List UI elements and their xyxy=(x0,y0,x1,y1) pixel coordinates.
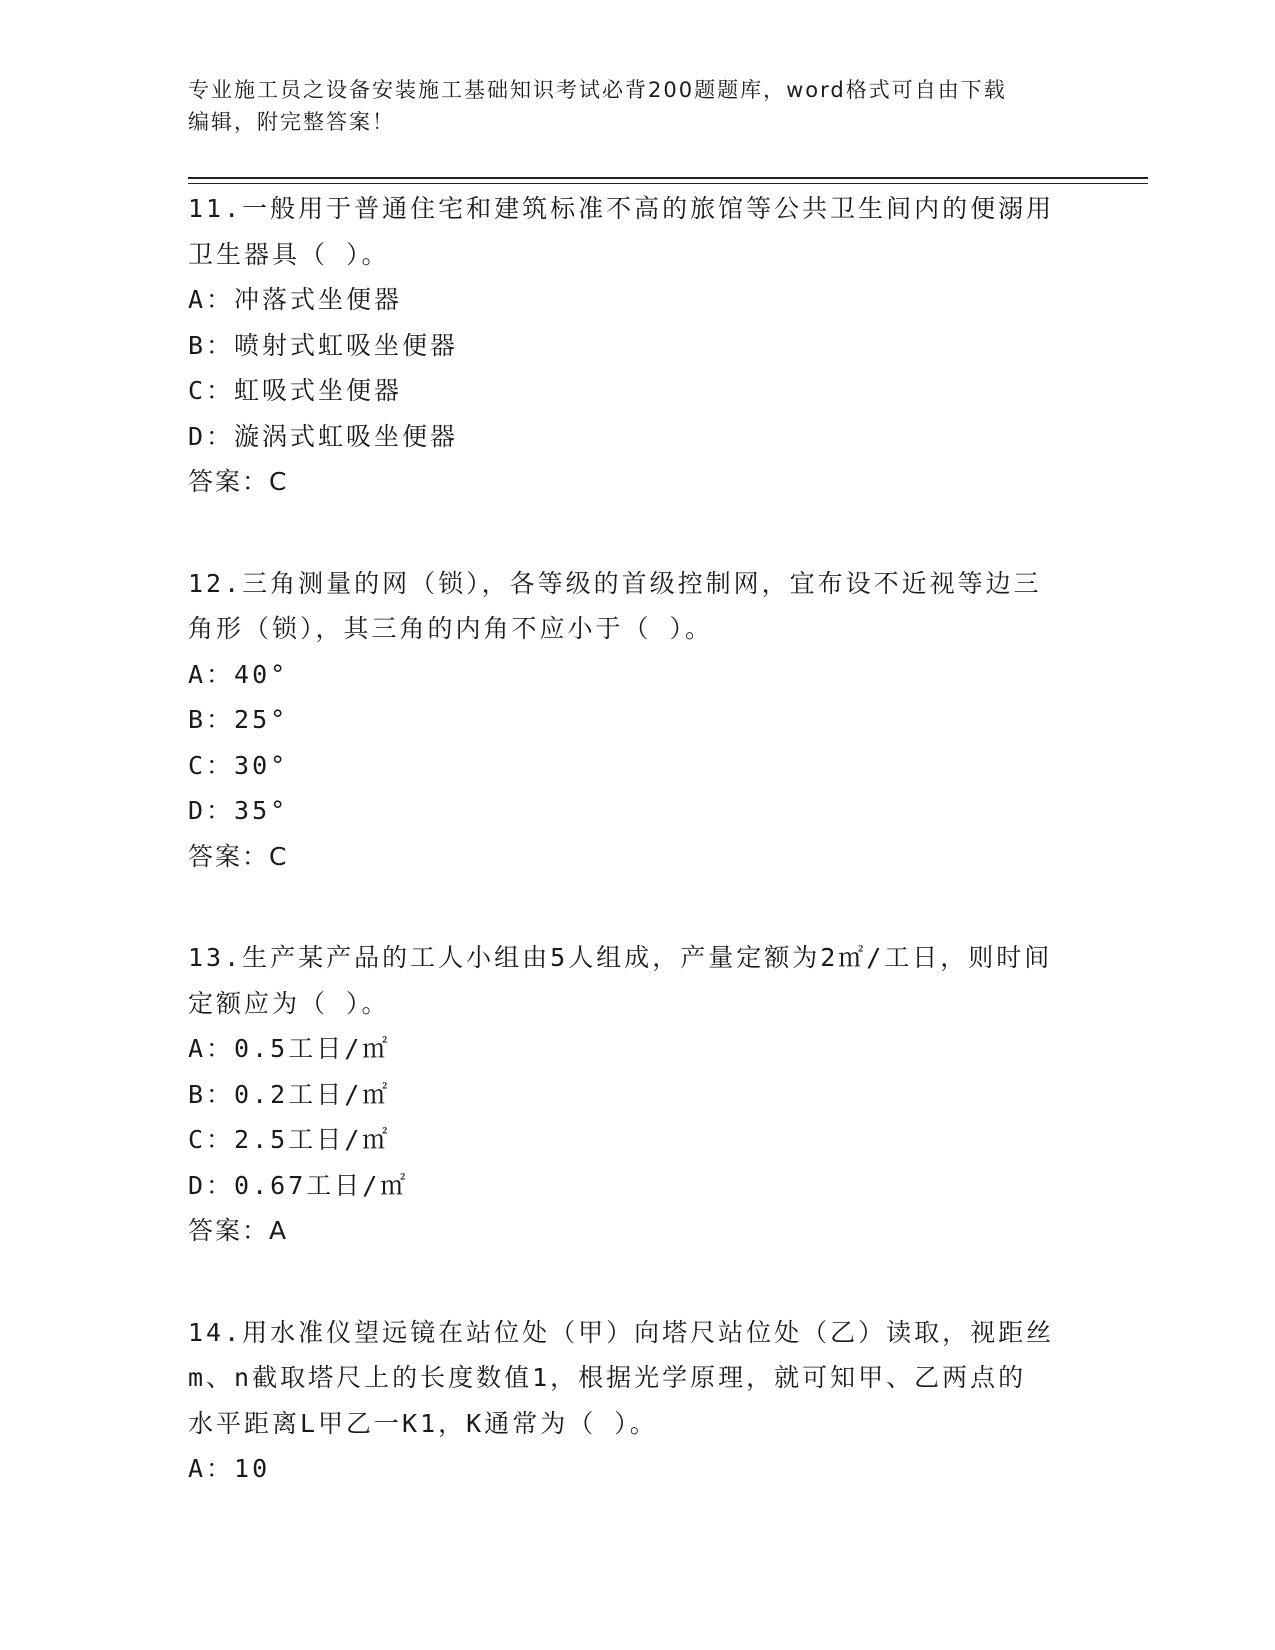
option-d: D：35° xyxy=(188,796,289,825)
header-line-2: 编辑，附完整答案！ xyxy=(188,110,395,134)
question-stem-line: 12.三角测量的网（锁），各等级的首级控制网，宜布设不近视等边三 xyxy=(188,568,1042,598)
question-12 xyxy=(188,561,1088,880)
question-stem-line: 定额应为（ ）。 xyxy=(188,988,390,1018)
question-stem-line: 卫生器具（ ）。 xyxy=(188,239,390,269)
question-stem-line: 角形（锁），其三角的内角不应小于（ ）。 xyxy=(188,614,714,643)
answer-line: 答案：C xyxy=(188,841,289,871)
answer-line: 答案：A xyxy=(188,1216,289,1245)
question-14 xyxy=(188,1310,1088,1492)
question-stem-line: 水平距离L甲乙一K1，K通常为（ ）。 xyxy=(188,1408,658,1438)
question-list xyxy=(188,186,1088,1508)
option-a: A：40° xyxy=(188,659,289,689)
option-b: B：喷射式虹吸坐便器 xyxy=(188,330,459,360)
option-b: B：25° xyxy=(188,705,289,734)
question-stem-line: m、n截取塔尺上的长度数值1，根据光学原理，就可知甲、乙两点的 xyxy=(188,1363,1027,1392)
header-divider-thick xyxy=(188,177,1148,179)
question-stem-line: 13.生产某产品的工人小组由5人组成，产量定额为2㎡/工日，则时间 xyxy=(188,943,1053,972)
question-stem-line: 11.一般用于普通住宅和建筑标准不高的旅馆等公共卫生间内的便溺用 xyxy=(188,194,1055,223)
option-c: C：2.5工日/㎡ xyxy=(188,1125,391,1154)
question-13 xyxy=(188,935,1088,1254)
option-a: A：10 xyxy=(188,1454,271,1483)
document-header xyxy=(188,74,1088,138)
option-a: A：冲落式坐便器 xyxy=(188,285,403,314)
option-c: C：虹吸式坐便器 xyxy=(188,376,403,405)
option-d: D：漩涡式虹吸坐便器 xyxy=(188,421,459,451)
option-c: C：30° xyxy=(188,750,289,780)
option-d: D：0.67工日/㎡ xyxy=(188,1170,409,1200)
answer-line: 答案：C xyxy=(188,467,289,496)
header-divider-thin xyxy=(188,183,1148,184)
option-a: A：0.5工日/㎡ xyxy=(188,1034,391,1063)
question-stem-line: 14.用水准仪望远镜在站位处（甲）向塔尺站位处（乙）读取，视距丝 xyxy=(188,1317,1055,1347)
header-line-1: 专业施工员之设备安装施工基础知识考试必背200题题库，word格式可自由下载 xyxy=(188,78,1007,102)
option-b: B：0.2工日/㎡ xyxy=(188,1079,391,1109)
question-11 xyxy=(188,186,1088,505)
